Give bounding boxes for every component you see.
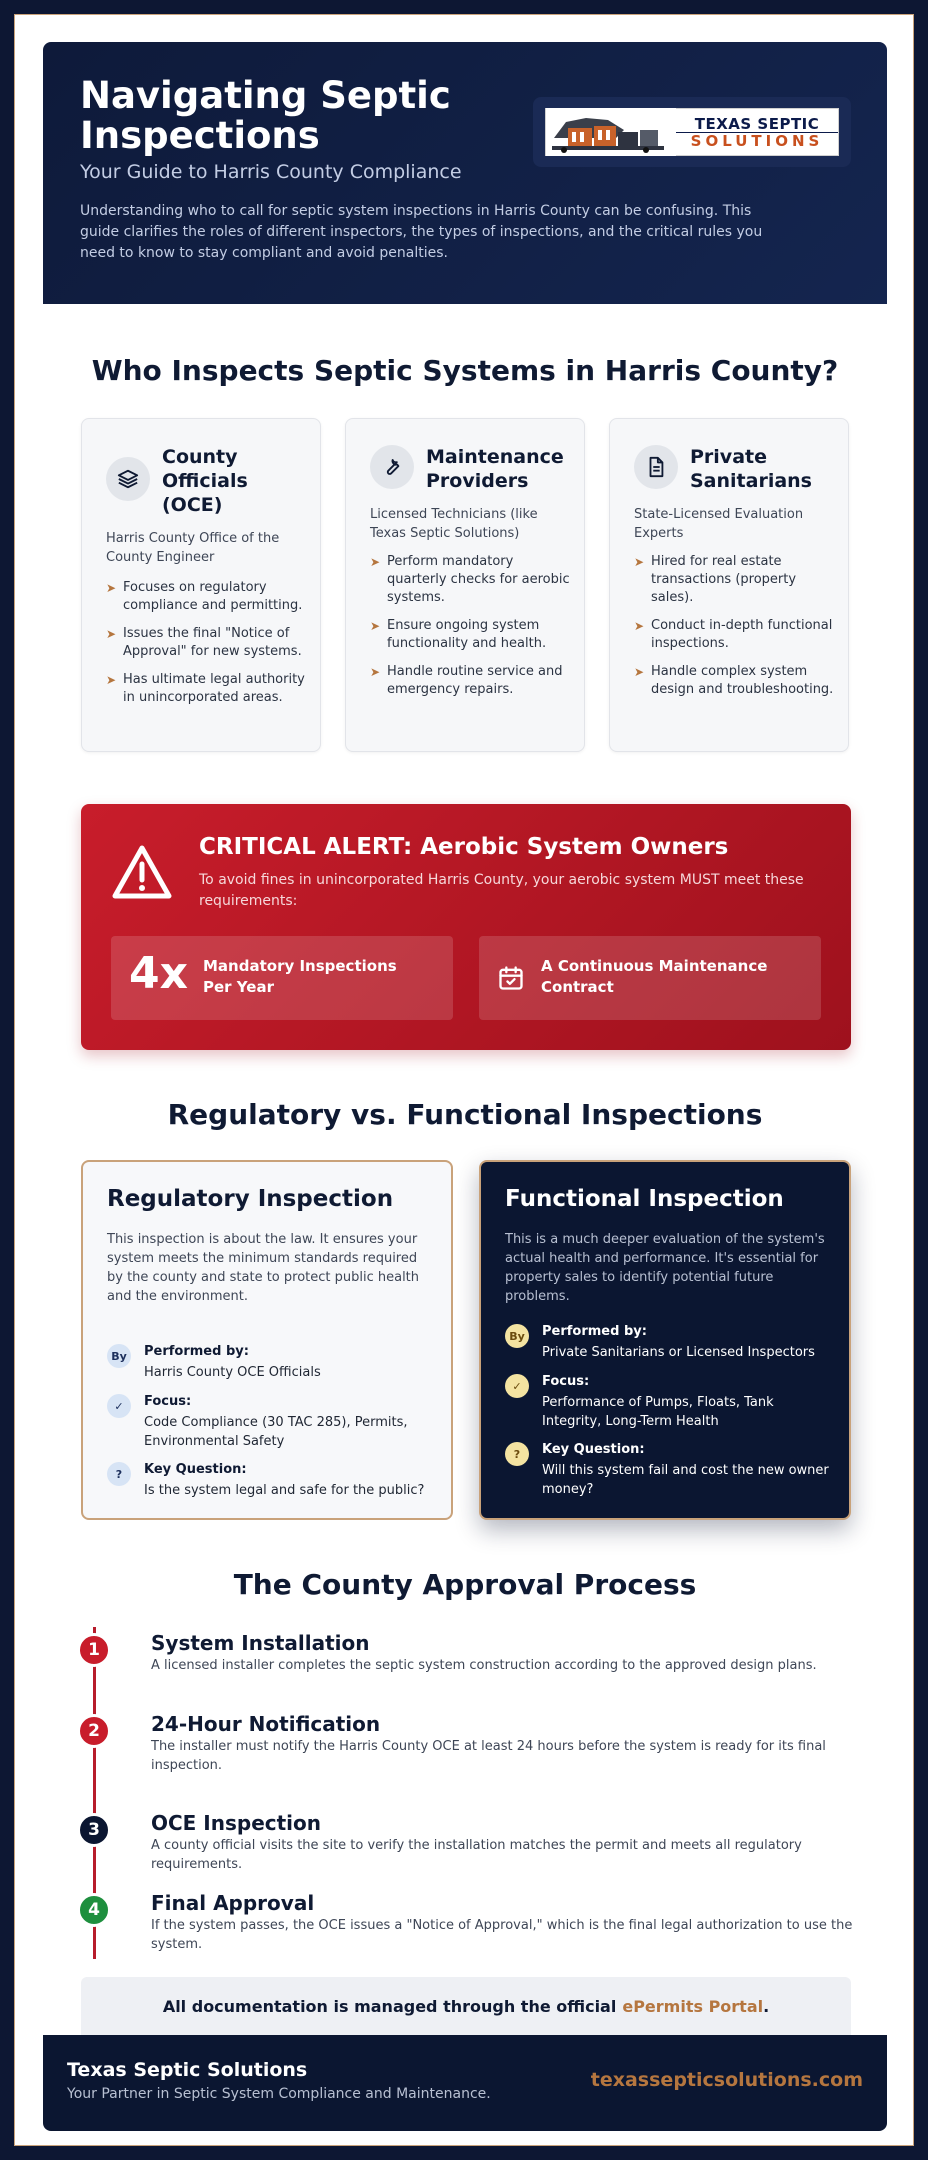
list-item: ➤ Focuses on regulatory compliance and permitting.	[106, 580, 303, 613]
card-subtitle: State-Licensed Evaluation Experts	[634, 507, 804, 541]
footer-website-link[interactable]: texassepticsolutions.com	[590, 2069, 863, 2091]
step-number-1: 1	[77, 1633, 111, 1667]
card-title: Private Sanitarians	[690, 446, 812, 492]
card-subtitle: Harris County Office of the County Engineer	[106, 531, 280, 565]
inspector-card-sanitarians	[609, 418, 849, 752]
company-logo[interactable]	[545, 108, 839, 156]
portal-text: All documentation is managed through the official	[162, 1996, 617, 2016]
card-description: This inspection is about the law. It ensures your system meets the minimum standards required by the county and state to protect public health and the environment.	[107, 1232, 420, 1304]
requirement-text: Mandatory Inspections Per Year	[203, 957, 397, 996]
card-points	[370, 553, 570, 709]
card-title: County Officials (OCE)	[162, 446, 248, 516]
card-title: Maintenance Providers	[426, 446, 564, 492]
calendar-check-icon	[497, 964, 525, 992]
card-points	[106, 579, 306, 717]
step-number-3: 3	[77, 1813, 111, 1847]
requirement-inspections	[111, 936, 453, 1020]
step-title: 24-Hour Notification	[151, 1712, 381, 1736]
step-number-4: 4	[77, 1893, 111, 1927]
epermits-portal-link[interactable]: ePermits Portal	[622, 1996, 764, 2016]
list-item: ➤ Has ultimate legal authority in unincorporated areas.	[106, 672, 305, 705]
arrow-icon: ➤	[106, 673, 117, 687]
hero-description: Understanding who to call for septic system inspections in Harris County can be confusing. This guide clarifies the roles of different inspectors, the types of inspections, and the critical rules you need to know to stay compliant and avoid penalties.	[80, 203, 763, 261]
list-item: ➤ Ensure ongoing system functionality and health.	[370, 618, 547, 651]
step-description: A licensed installer completes the septic system construction according to the approved design plans.	[151, 1658, 817, 1673]
section-heading-compare: Regulatory vs. Functional Inspections	[167, 1098, 763, 1131]
footer-tagline: Your Partner in Septic System Compliance and Maintenance.	[67, 2086, 491, 2102]
step-description: The installer must notify the Harris County OCE at least 24 hours before the system is ready for its final inspection.	[151, 1739, 826, 1773]
hero-banner	[43, 42, 887, 304]
list-item: ➤ Perform mandatory quarterly checks for aerobic systems.	[370, 554, 570, 605]
logo-wordmark	[676, 116, 838, 149]
functional-card: Functional Inspection This is a much deeper evaluation of the system's actual health and performance. It's essential for property sales to identify potential future problems. By Performed by: Private Sanitarians or Licensed Inspectors ✓ Focus: Performance of Pumps, Floats, Tank Integrity, Long-Term Health ? Key Question: Will this system fail and cost the new owner money?	[479, 1160, 851, 1520]
arrow-icon: ➤	[634, 555, 645, 569]
logo-line1: TEXAS SEPTIC	[694, 114, 820, 133]
logo-line2: SOLUTIONS	[676, 132, 838, 149]
card-title: Functional Inspection	[505, 1186, 784, 1212]
regulatory-card: Regulatory Inspection This inspection is about the law. It ensures your system meets the minimum standards required by the county and state to protect public health and the environment. By Performed by: Harris County OCE Officials ✓ Focus: Code Compliance (30 TAC 285), Permits, Environmental Safety ? Key Question: Is the system legal and safe for the public?	[81, 1160, 453, 1520]
warning-icon	[111, 844, 173, 900]
section-heading-process: The County Approval Process	[233, 1568, 697, 1601]
section-heading-inspectors: Who Inspects Septic Systems in Harris County?	[91, 354, 839, 387]
arrow-icon: ➤	[370, 555, 381, 569]
critical-alert	[81, 804, 851, 1050]
footer-company-name: Texas Septic Solutions	[67, 2059, 308, 2081]
arrow-icon: ➤	[370, 619, 381, 633]
step-title: Final Approval	[151, 1891, 315, 1915]
by-badge: By	[505, 1324, 529, 1348]
list-item: ➤ Handle complex system design and troubleshooting.	[634, 664, 834, 697]
epermits-banner	[81, 1977, 851, 2035]
step-number-2: 2	[77, 1714, 111, 1748]
step-title: OCE Inspection	[151, 1811, 322, 1835]
card-description: This is a much deeper evaluation of the system's actual health and performance. It's essential for property sales to identify potential future problems.	[505, 1232, 825, 1304]
step-title: System Installation	[151, 1631, 370, 1655]
arrow-icon: ➤	[634, 665, 645, 679]
footer	[43, 2035, 887, 2131]
card-points	[634, 553, 834, 709]
check-icon: ✓	[505, 1374, 529, 1398]
document-icon	[634, 445, 678, 489]
list-item: ➤ Hired for real estate transactions (property sales).	[634, 554, 797, 605]
step-description: A county official visits the site to verify the installation matches the permit and meets all regulatory requirements.	[151, 1838, 802, 1872]
wrench-icon	[370, 445, 414, 489]
card-title: Regulatory Inspection	[107, 1186, 394, 1212]
inspection-count: 4x	[129, 948, 188, 999]
alert-description: To avoid fines in unincorporated Harris County, your aerobic system MUST meet these requirements:	[199, 872, 804, 909]
step-description: If the system passes, the OCE issues a "Notice of Approval," which is the final legal authorization to use the system.	[151, 1918, 853, 1952]
check-icon: ✓	[107, 1394, 131, 1418]
hero-subtitle: Your Guide to Harris County Compliance	[80, 161, 462, 183]
inspector-card-oce	[81, 418, 321, 752]
logo-art-icon	[546, 108, 676, 156]
question-icon: ?	[107, 1462, 131, 1486]
by-badge: By	[107, 1344, 131, 1368]
requirement-text: A Continuous Maintenance Contract	[541, 957, 768, 996]
list-item: ➤ Conduct in-depth functional inspections.	[634, 618, 833, 651]
question-icon: ?	[505, 1442, 529, 1466]
portal-end: .	[763, 1996, 770, 2016]
hero-title: Navigating Septic Inspections	[80, 74, 451, 157]
card-subtitle: Licensed Technicians (like Texas Septic Solutions)	[370, 507, 538, 541]
arrow-icon: ➤	[370, 665, 381, 679]
list-item: ➤ Handle routine service and emergency repairs.	[370, 664, 563, 697]
arrow-icon: ➤	[634, 619, 645, 633]
alert-title: CRITICAL ALERT: Aerobic System Owners	[199, 834, 729, 860]
list-item: ➤ Issues the final "Notice of Approval" for new systems.	[106, 626, 302, 659]
layers-icon	[106, 457, 150, 501]
inspector-card-maintenance	[345, 418, 585, 752]
arrow-icon: ➤	[106, 581, 117, 595]
page-frame	[14, 14, 914, 2146]
arrow-icon: ➤	[106, 627, 117, 641]
logo-container	[533, 97, 851, 167]
requirement-contract	[479, 936, 821, 1020]
